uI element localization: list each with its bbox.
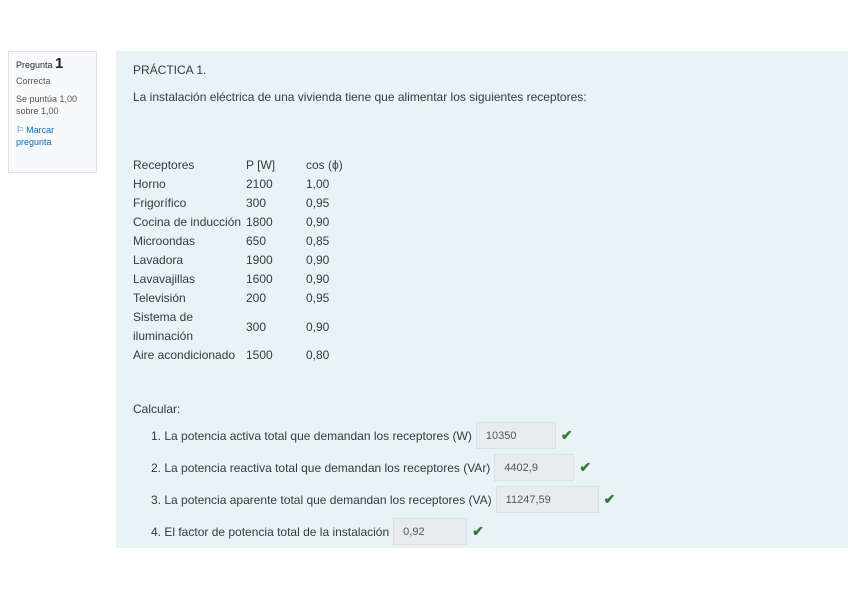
calc-item-1 [151,422,573,449]
calculate-label: Calcular: [133,402,181,416]
table-cell: 1900 [246,253,273,267]
table-cell: 1800 [246,215,273,229]
table-header-cell: Receptores [133,158,195,172]
table-header-cell: cos (ϕ) [306,158,343,172]
calc-item-text: 4. El factor de potencia total de la instalación [151,524,390,539]
table-cell: Lavadora [133,253,184,267]
check-icon: ✔ [603,491,616,507]
calc-item-3 [151,486,615,513]
table-cell: 1600 [246,272,273,286]
table-row [133,251,366,270]
table-cell: 300 [246,196,267,210]
table-cell: Aire acondicionado [133,348,236,362]
table-cell: 0,95 [306,291,330,305]
table-cell: 200 [246,291,267,305]
question-number [16,55,89,72]
table-cell: 0,90 [306,272,330,286]
table-row [133,289,366,308]
question-number-value: 1 [55,55,64,72]
table-row [133,270,366,289]
table-row [133,308,366,346]
question-grade: Se puntúa 1,00 sobre 1,00 [16,94,78,116]
flag-icon: ⚐ [16,125,25,135]
table-cell: Horno [133,177,166,191]
answer-field-2[interactable]: 4402,9 [494,454,574,481]
calc-item-text: 3. La potencia aparente total que demandan los receptores (VA) [151,492,492,507]
question-intro: La instalación eléctrica de una vivienda tiene que alimentar los siguientes receptores: [133,90,587,104]
question-info-box [8,51,97,173]
check-icon: ✔ [579,459,592,475]
table-cell: 300 [246,319,267,334]
table-cell: 0,80 [306,348,330,362]
calc-item-4 [151,518,484,545]
answer-field-3[interactable]: 11247,59 [496,486,599,513]
table-cell: Sistema de iluminación [133,310,194,343]
table-row [133,175,366,194]
calc-item-text: 1. La potencia activa total que demandan los receptores (W) [151,428,472,443]
table-cell: Microondas [133,234,196,248]
table-row [133,346,366,365]
table-row [133,194,366,213]
table-cell: 0,95 [306,196,330,210]
table-cell: Frigorífico [133,196,187,210]
table-cell: 1,00 [306,177,330,191]
table-cell: Lavavajillas [133,272,196,286]
flag-question-link[interactable] [16,124,89,148]
answer-field-4[interactable]: 0,92 [393,518,467,545]
table-header-row [133,156,366,175]
receptors-table [133,156,366,365]
table-cell: 650 [246,234,267,248]
answer-field-1[interactable]: 10350 [476,422,556,449]
table-cell: 0,90 [306,215,330,229]
flag-question-label: Marcar pregunta [16,125,55,147]
table-cell: Televisión [133,291,186,305]
table-cell: 1500 [246,348,273,362]
check-icon: ✔ [472,523,484,539]
table-row [133,213,366,232]
table-row [133,232,366,251]
table-cell: 0,85 [306,234,330,248]
table-cell: Cocina de inducción [133,215,242,229]
question-title: PRÁCTICA 1. [133,63,207,77]
question-state: Correcta [16,76,51,86]
question-content [116,51,848,548]
calc-item-2 [151,454,591,481]
check-icon: ✔ [560,427,573,443]
table-cell: 2100 [246,177,273,191]
table-cell: 0,90 [306,253,330,267]
table-header-cell: P [W] [246,158,276,172]
question-label: Pregunta [16,60,53,70]
calc-item-text: 2. La potencia reactiva total que demandan los receptores (VAr) [151,460,491,475]
table-cell: 0,90 [306,319,330,334]
